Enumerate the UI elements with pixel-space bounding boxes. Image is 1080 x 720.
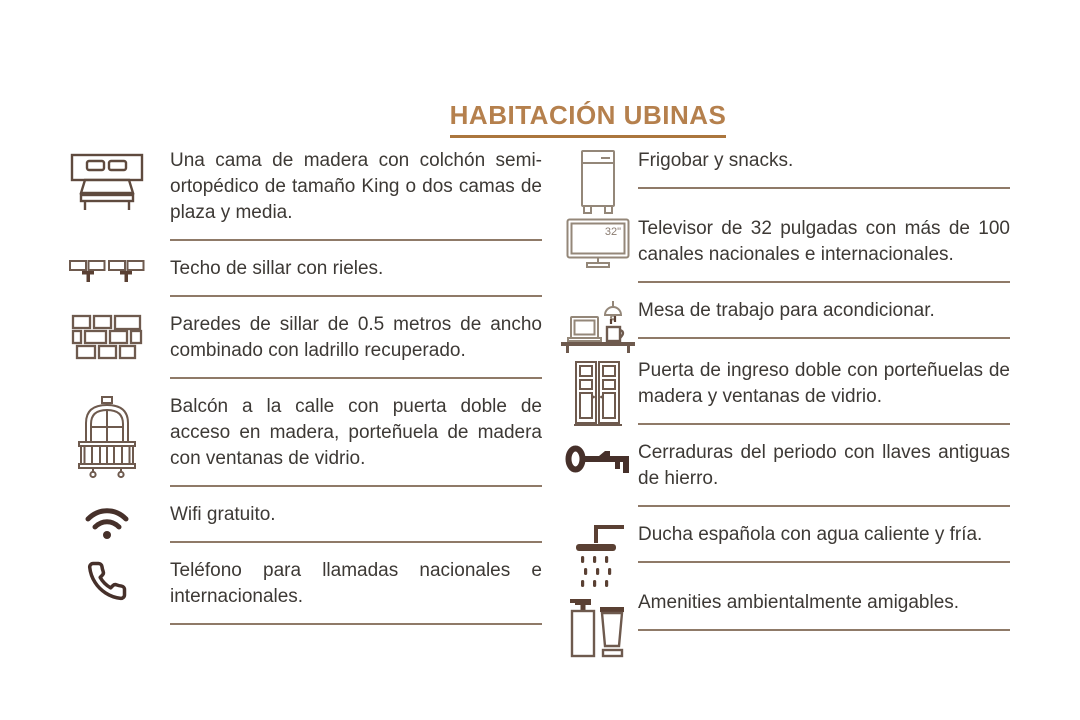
separator-line	[170, 541, 542, 543]
bed-icon	[64, 148, 170, 214]
separator-line	[170, 623, 542, 625]
item-text: Ducha española con agua caliente y fría.	[638, 524, 983, 545]
item-text: Wifi gratuito.	[170, 504, 276, 525]
page-title: HABITACIÓN UBINAS	[450, 100, 727, 138]
tv-size-label: 32"	[604, 226, 621, 238]
work-desk-icon	[558, 298, 638, 358]
separator-line	[638, 281, 1010, 283]
right-column	[558, 148, 1010, 660]
phone-icon	[64, 558, 170, 602]
list-item	[64, 256, 542, 312]
item-text: Cerraduras del periodo con llaves antiguas de hierro.	[638, 442, 1010, 489]
list-item	[64, 394, 542, 502]
wifi-icon	[64, 502, 170, 542]
separator-line	[638, 337, 1010, 339]
item-text: Teléfono para llamadas nacionales e internacionales.	[170, 560, 542, 607]
list-item	[558, 216, 1010, 298]
list-item	[558, 358, 1010, 440]
separator-line	[170, 239, 542, 241]
separator-line	[638, 561, 1010, 563]
list-item	[558, 440, 1010, 522]
list-item	[64, 148, 542, 256]
list-item	[64, 558, 542, 640]
item-text: Una cama de madera con colchón semi-ortopédico de tamaño King o dos camas de plaza y media.	[170, 150, 542, 223]
tv-icon	[558, 216, 638, 268]
item-text: Paredes de sillar de 0.5 metros de ancho combinado con ladrillo recuperado.	[170, 314, 542, 361]
separator-line	[170, 295, 542, 297]
list-item	[558, 148, 1010, 216]
separator-line	[638, 505, 1010, 507]
shower-icon	[558, 522, 638, 590]
item-text: Puerta de ingreso doble con porteñuelas de madera y ventanas de vidrio.	[638, 360, 1010, 407]
item-text: Amenities ambientalmente amigables.	[638, 592, 960, 613]
fridge-icon	[558, 148, 638, 216]
amenities-icon	[558, 590, 638, 660]
separator-line	[638, 629, 1010, 631]
item-text: Televisor de 32 pulgadas con más de 100 canales nacionales e internacionales.	[638, 218, 1010, 265]
left-column	[64, 148, 542, 640]
item-text: Frigobar y snacks.	[638, 150, 794, 171]
item-text: Balcón a la calle con puerta doble de acceso en madera, porteñuela de madera con ventanas de vidrio.	[170, 396, 542, 469]
list-item	[558, 590, 1010, 660]
ceiling-rails-icon	[64, 256, 170, 284]
separator-line	[638, 187, 1010, 189]
separator-line	[170, 485, 542, 487]
item-text: Techo de sillar con rieles.	[170, 258, 384, 279]
separator-line	[170, 377, 542, 379]
list-item	[64, 312, 542, 394]
item-text: Mesa de trabajo para acondicionar.	[638, 300, 935, 321]
header	[0, 100, 1080, 138]
list-item	[558, 298, 1010, 358]
brick-wall-icon	[64, 312, 170, 360]
balcony-icon	[64, 394, 170, 480]
double-door-icon	[558, 358, 638, 428]
antique-key-icon	[558, 440, 638, 476]
list-item	[64, 502, 542, 558]
list-item	[558, 522, 1010, 590]
separator-line	[638, 423, 1010, 425]
